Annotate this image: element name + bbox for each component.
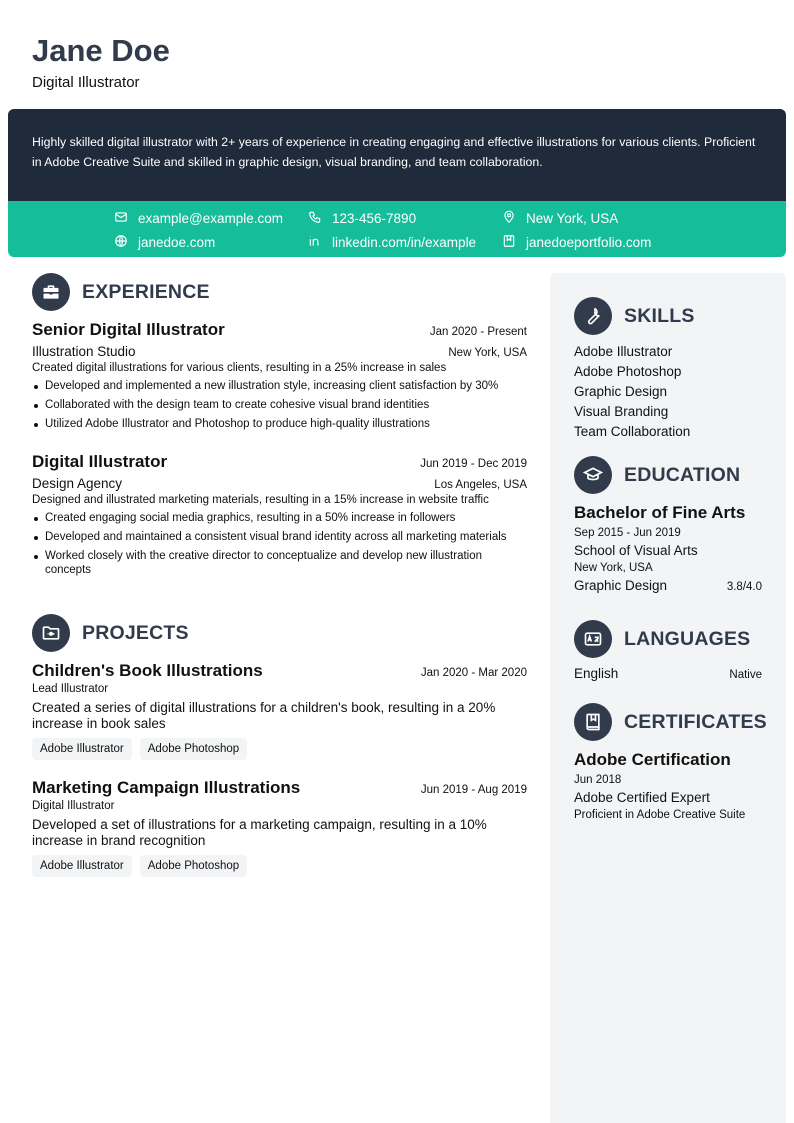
- project-title: Children's Book Illustrations: [32, 661, 263, 680]
- skills-section-header: [574, 297, 695, 335]
- tag-chip: Adobe Illustrator: [32, 738, 132, 760]
- project-description: Created a series of digital illustrations for a children's book, resulting in a 20% increase in book sales: [32, 700, 496, 731]
- project-entry: [32, 661, 527, 760]
- position-dates: Jun 2019 - Dec 2019: [420, 458, 527, 470]
- tag-chip: Adobe Illustrator: [32, 855, 132, 877]
- map-pin-icon: [502, 210, 518, 226]
- position-title: Digital Illustrator: [32, 452, 168, 471]
- phone-icon: [308, 210, 324, 226]
- company-name: Illustration Studio: [32, 344, 136, 359]
- project-entry: [32, 778, 527, 877]
- project-title: Marketing Campaign Illustrations: [32, 778, 301, 797]
- contact-portfolio-text: janedoeportfolio.com: [526, 234, 652, 250]
- education-entry: [574, 503, 762, 593]
- bookmark-book-icon: [574, 703, 612, 741]
- achievement-item: Developed and implemented a new illustration style, increasing client satisfaction by 30%: [32, 379, 527, 393]
- degree-name: Bachelor of Fine Arts: [574, 503, 746, 522]
- languages-section-header: [574, 620, 750, 658]
- achievement-list: [32, 379, 527, 431]
- education-dates: Sep 2015 - Jun 2019: [574, 527, 681, 539]
- certificate-date: Jun 2018: [574, 774, 622, 786]
- skills-title: SKILLS: [624, 304, 695, 327]
- skill-item: Graphic Design: [574, 384, 668, 399]
- linkedin-icon: [308, 234, 324, 250]
- contact-phone[interactable]: [308, 209, 416, 227]
- project-dates: Jun 2019 - Aug 2019: [420, 784, 527, 796]
- contact-email-text: example@example.com: [138, 210, 284, 226]
- folder-icon: [32, 614, 70, 652]
- language-level: Native: [729, 669, 762, 681]
- contact-email[interactable]: [114, 209, 283, 227]
- certificate-name: Adobe Certified Expert: [574, 790, 710, 805]
- achievement-list: [32, 511, 527, 577]
- skill-item: Adobe Photoshop: [574, 364, 682, 379]
- experience-entry: [32, 452, 527, 577]
- project-dates: Jan 2020 - Mar 2020: [420, 667, 527, 679]
- contact-linkedin[interactable]: [308, 233, 476, 251]
- language-name: English: [574, 666, 619, 681]
- education-section-header: [574, 456, 740, 494]
- certificate-description: Proficient in Adobe Creative Suite: [574, 809, 746, 821]
- languages-list: [574, 666, 762, 681]
- achievement-item: Worked closely with the creative director to conceptualize and develop new illustration concepts: [32, 549, 527, 577]
- contact-linkedin-text: linkedin.com/in/example: [332, 234, 477, 250]
- translate-icon: [574, 620, 612, 658]
- skill-item: Adobe Illustrator: [574, 344, 673, 359]
- contact-phone-text: 123-456-7890: [332, 210, 417, 226]
- education-title: EDUCATION: [624, 463, 741, 486]
- certificates-title: CERTIFICATES: [624, 710, 767, 733]
- company-location: Los Angeles, USA: [434, 479, 527, 491]
- position-description: Created digital illustrations for various clients, resulting in a 25% increase in sales: [32, 362, 447, 374]
- summary-band: [8, 109, 786, 201]
- skill-item: Visual Branding: [574, 404, 669, 419]
- project-description: Developed a set of illustrations for a marketing campaign, resulting in a 10% increase in brand recognition: [32, 817, 487, 848]
- position-dates: Jan 2020 - Present: [429, 326, 527, 338]
- school-name: School of Visual Arts: [574, 543, 698, 558]
- certificate-title: Adobe Certification: [574, 750, 731, 769]
- experience-section-header: [32, 273, 210, 311]
- achievement-item: Created engaging social media graphics, resulting in a 50% increase in followers: [32, 511, 527, 525]
- skills-list: [574, 342, 762, 442]
- experience-title: EXPERIENCE: [82, 280, 210, 303]
- field-of-study: Graphic Design: [574, 578, 668, 593]
- resume-header: [32, 32, 170, 91]
- project-tags: [32, 738, 527, 760]
- achievement-item: Developed and maintained a consistent visual brand identity across all marketing materials: [32, 530, 527, 544]
- globe-icon: [114, 234, 130, 250]
- position-description: Designed and illustrated marketing materials, resulting in a 15% increase in website traffic: [32, 494, 489, 506]
- company-name: Design Agency: [32, 476, 123, 491]
- project-role: Lead Illustrator: [32, 683, 109, 695]
- tag-chip: Adobe Photoshop: [140, 855, 247, 877]
- certificate-entry: [574, 750, 762, 821]
- certificates-section-header: [574, 703, 767, 741]
- experience-entry: [32, 320, 527, 431]
- company-location: New York, USA: [448, 347, 527, 359]
- achievement-item: Collaborated with the design team to create cohesive visual brand identities: [32, 398, 527, 412]
- contact-band: [8, 201, 786, 257]
- achievement-item: Utilized Adobe Illustrator and Photoshop to produce high-quality illustrations: [32, 417, 527, 431]
- wrench-icon: [574, 297, 612, 335]
- book-icon: [502, 234, 518, 250]
- summary-text: Highly skilled digital illustrator with 2+ years of experience in creating engaging and effective illustrations for various clients. Proficient in Adobe Creative Suite and skilled in graphic design, visual branding, and team collaboration.: [32, 135, 756, 169]
- contact-website-text: janedoe.com: [138, 234, 216, 250]
- project-role: Digital Illustrator: [32, 800, 115, 812]
- skill-item: Team Collaboration: [574, 424, 691, 439]
- candidate-name: Jane Doe: [32, 33, 170, 68]
- tag-chip: Adobe Photoshop: [140, 738, 247, 760]
- gpa: 3.8/4.0: [726, 581, 762, 593]
- projects-section-header: [32, 614, 189, 652]
- contact-portfolio[interactable]: [502, 233, 651, 251]
- contact-website[interactable]: [114, 233, 215, 251]
- candidate-title: Digital Illustrator: [32, 74, 140, 91]
- contact-location-text: New York, USA: [526, 210, 619, 226]
- languages-title: LANGUAGES: [624, 627, 751, 650]
- projects-title: PROJECTS: [82, 621, 189, 644]
- project-tags: [32, 855, 527, 877]
- briefcase-icon: [32, 273, 70, 311]
- position-title: Senior Digital Illustrator: [32, 320, 225, 339]
- mail-icon: [114, 210, 130, 226]
- contact-location: [502, 209, 618, 227]
- graduation-cap-icon: [574, 456, 612, 494]
- school-location: New York, USA: [574, 562, 653, 574]
